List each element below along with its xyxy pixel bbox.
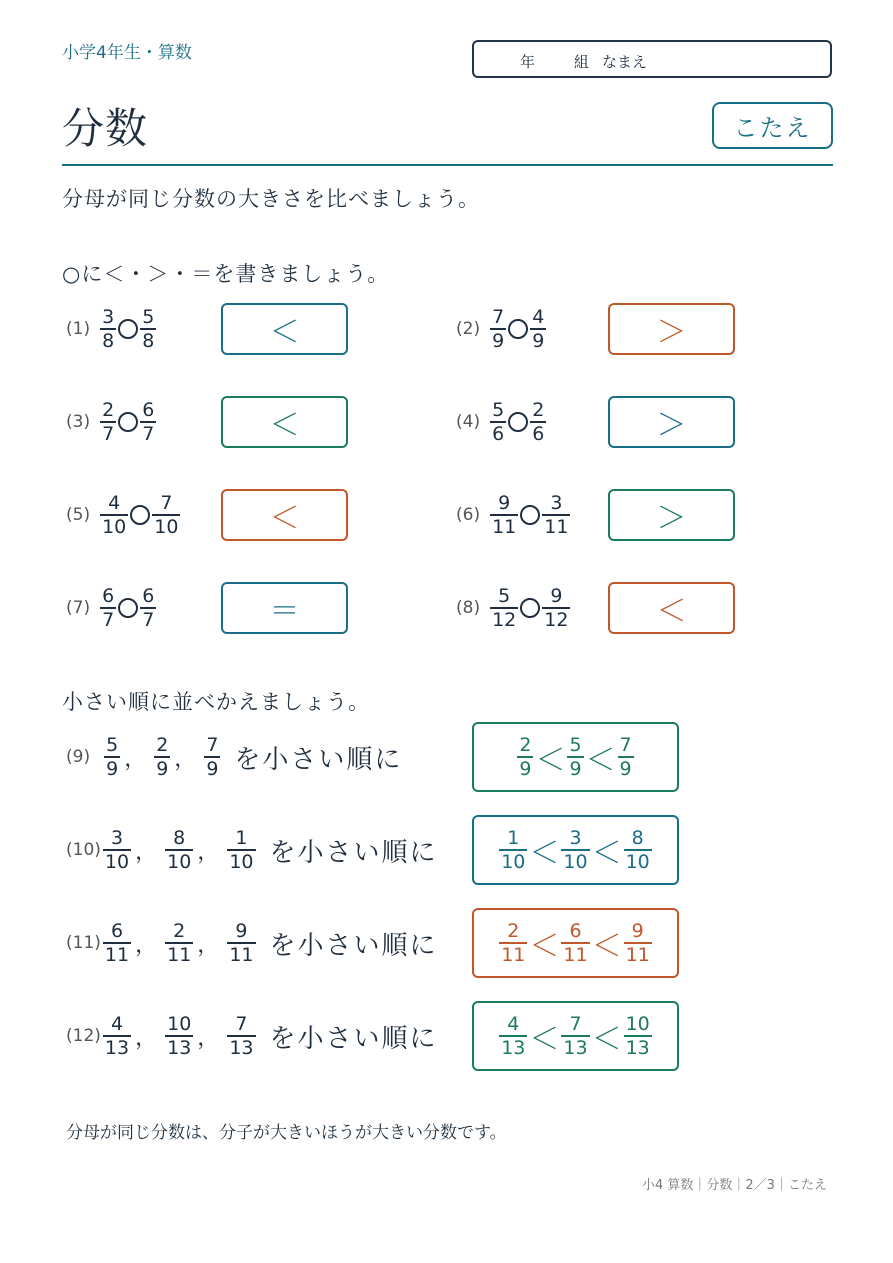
numerator: 2 bbox=[173, 920, 186, 943]
denominator: 7 bbox=[102, 608, 115, 631]
denominator: 12 bbox=[544, 608, 569, 631]
numerator: 7 bbox=[619, 734, 632, 757]
denominator: 9 bbox=[492, 329, 505, 352]
denominator: 10 bbox=[625, 850, 650, 873]
denominator: 9 bbox=[156, 757, 169, 780]
fraction-answer bbox=[624, 827, 652, 873]
denominator: 9 bbox=[206, 757, 219, 780]
section1-instruction: ○に＜・＞・＝を書きましょう。 bbox=[62, 262, 390, 286]
answer-circle bbox=[520, 598, 540, 618]
comparison-answer-box: ＜ bbox=[221, 303, 348, 355]
numerator: 1 bbox=[507, 827, 520, 850]
ordering-answer-box bbox=[472, 908, 679, 978]
numerator: 4 bbox=[110, 1013, 124, 1036]
denominator: 10 bbox=[104, 850, 130, 873]
less-than-sign: ＜ bbox=[529, 1022, 560, 1057]
denominator: 13 bbox=[167, 1036, 192, 1059]
instruction-tail: を小さい順に bbox=[269, 930, 438, 961]
fraction-left bbox=[100, 585, 116, 631]
comparison-answer-box: ＜ bbox=[608, 582, 735, 634]
denominator: 10 bbox=[102, 515, 127, 538]
denominator: 6 bbox=[532, 422, 545, 445]
comma-separator: ， bbox=[197, 932, 220, 958]
numerator: 9 bbox=[631, 920, 644, 943]
fraction-item bbox=[103, 827, 131, 873]
name-field[interactable] bbox=[472, 40, 832, 78]
question-number: (6) bbox=[456, 505, 481, 525]
section2-instruction: 小さい順に並べかえましょう。 bbox=[62, 690, 370, 714]
class-label: 組 bbox=[574, 53, 590, 71]
comparison-answer-box: ＞ bbox=[608, 303, 735, 355]
fraction-answer bbox=[499, 920, 527, 966]
answer-circle bbox=[118, 319, 138, 339]
question-number: (12) bbox=[66, 1026, 101, 1046]
question-number: (8) bbox=[456, 598, 481, 618]
numerator: 9 bbox=[235, 920, 248, 943]
fraction-answer bbox=[618, 734, 634, 780]
comma-separator: ， bbox=[124, 746, 147, 772]
numerator: 9 bbox=[550, 585, 563, 608]
question-number: (7) bbox=[66, 598, 91, 618]
denominator: 11 bbox=[544, 515, 569, 538]
fraction-left bbox=[100, 306, 116, 352]
comparison-answer-box: ＞ bbox=[608, 489, 735, 541]
fraction-right bbox=[140, 585, 156, 631]
comparison-question bbox=[456, 395, 546, 449]
denominator: 11 bbox=[492, 515, 517, 538]
numerator: 5 bbox=[142, 306, 155, 329]
comparison-answer-box: ＜ bbox=[221, 396, 348, 448]
numerator: 7 bbox=[492, 306, 505, 329]
numerator: 6 bbox=[142, 585, 155, 608]
question-number: (9) bbox=[66, 747, 91, 767]
less-than-sign: ＜ bbox=[535, 743, 566, 778]
fraction-right bbox=[542, 585, 570, 631]
denominator: 10 bbox=[501, 850, 526, 873]
answer-circle bbox=[118, 412, 138, 432]
summary-note: 分母が同じ分数は、分子が大きいほうが大きい分数です。 bbox=[66, 1123, 507, 1143]
numerator: 7 bbox=[160, 492, 173, 515]
numerator: 1 bbox=[235, 827, 248, 850]
denominator: 7 bbox=[142, 608, 155, 631]
page-title: 分数 bbox=[62, 104, 149, 153]
numerator: 2 bbox=[102, 399, 115, 422]
denominator: 9 bbox=[519, 757, 532, 780]
denominator: 11 bbox=[563, 943, 588, 966]
fraction-right bbox=[152, 492, 180, 538]
question-number: (11) bbox=[66, 933, 101, 953]
comparison-question bbox=[66, 395, 156, 449]
numerator: 6 bbox=[102, 585, 115, 608]
fraction-item bbox=[165, 827, 193, 873]
comparison-question bbox=[66, 581, 156, 635]
numerator: 3 bbox=[110, 827, 124, 850]
denominator: 9 bbox=[569, 757, 582, 780]
page-footer: 小4 算数｜分数｜2／3｜こたえ bbox=[642, 1178, 827, 1193]
fraction-answer bbox=[561, 920, 589, 966]
fraction-answer bbox=[624, 920, 652, 966]
fraction-answer bbox=[499, 827, 527, 873]
denominator: 7 bbox=[142, 422, 155, 445]
question-number: (3) bbox=[66, 412, 91, 432]
denominator: 11 bbox=[167, 943, 192, 966]
denominator: 13 bbox=[501, 1036, 526, 1059]
denominator: 10 bbox=[563, 850, 588, 873]
denominator: 13 bbox=[625, 1036, 650, 1059]
comma-separator: ， bbox=[197, 839, 220, 865]
fraction-left bbox=[490, 306, 506, 352]
comparison-question bbox=[66, 302, 156, 356]
denominator: 9 bbox=[106, 757, 119, 780]
less-than-sign: ＜ bbox=[585, 743, 616, 778]
fraction-left bbox=[490, 399, 506, 445]
name-label: なまえ bbox=[602, 53, 648, 71]
denominator: 13 bbox=[563, 1036, 588, 1059]
fraction-item bbox=[104, 734, 120, 780]
fraction-item bbox=[165, 1013, 193, 1059]
fraction-left bbox=[100, 492, 128, 538]
comma-separator: ， bbox=[174, 746, 197, 772]
numerator: 5 bbox=[498, 585, 511, 608]
denominator: 10 bbox=[167, 850, 192, 873]
answer-circle bbox=[118, 598, 138, 618]
comma-separator: ， bbox=[135, 1025, 158, 1051]
fraction-item bbox=[165, 920, 193, 966]
fraction-answer bbox=[517, 734, 533, 780]
denominator: 12 bbox=[492, 608, 517, 631]
fraction-right bbox=[140, 399, 156, 445]
numerator: 7 bbox=[206, 734, 219, 757]
answer-circle bbox=[508, 412, 528, 432]
fraction-left bbox=[100, 399, 116, 445]
denominator: 8 bbox=[142, 329, 155, 352]
denominator: 6 bbox=[492, 422, 505, 445]
numerator: 9 bbox=[498, 492, 511, 515]
denominator: 9 bbox=[619, 757, 632, 780]
fraction-right bbox=[140, 306, 156, 352]
comparison-answer-box: ＜ bbox=[221, 489, 348, 541]
fraction-item bbox=[154, 734, 170, 780]
fraction-item bbox=[204, 734, 220, 780]
numerator: 2 bbox=[532, 399, 545, 422]
numerator: 2 bbox=[507, 920, 520, 943]
denominator: 10 bbox=[229, 850, 254, 873]
numerator: 5 bbox=[569, 734, 582, 757]
instruction-tail: を小さい順に bbox=[234, 744, 403, 775]
numerator: 4 bbox=[108, 492, 121, 515]
less-than-sign: ＜ bbox=[591, 836, 622, 871]
fraction-answer bbox=[499, 1013, 527, 1059]
fraction-answer bbox=[624, 1013, 652, 1059]
fraction-left bbox=[490, 585, 518, 631]
numerator: 2 bbox=[156, 734, 169, 757]
comma-separator: ， bbox=[197, 1025, 220, 1051]
answer-circle bbox=[130, 505, 150, 525]
numerator: 5 bbox=[106, 734, 119, 757]
numerator: 4 bbox=[532, 306, 545, 329]
question-number: (4) bbox=[456, 412, 481, 432]
answer-circle bbox=[520, 505, 540, 525]
subject-label: 小学4年生・算数 bbox=[62, 43, 192, 63]
lead-text: 分母が同じ分数の大きさを比べましょう。 bbox=[62, 187, 480, 211]
ordering-answer-box bbox=[472, 1001, 679, 1071]
question-number: (10) bbox=[66, 840, 101, 860]
fraction-item bbox=[103, 1013, 131, 1059]
fraction-answer bbox=[561, 1013, 589, 1059]
fraction-answer bbox=[567, 734, 583, 780]
numerator: 10 bbox=[167, 1013, 192, 1036]
instruction-tail: を小さい順に bbox=[269, 1023, 438, 1054]
question-number: (1) bbox=[66, 319, 91, 339]
numerator: 6 bbox=[110, 920, 124, 943]
denominator: 9 bbox=[532, 329, 545, 352]
denominator: 8 bbox=[102, 329, 115, 352]
year-label: 年 bbox=[520, 53, 536, 71]
question-number: (5) bbox=[66, 505, 91, 525]
comparison-answer-box: ＝ bbox=[221, 582, 348, 634]
numerator: 4 bbox=[507, 1013, 520, 1036]
numerator: 3 bbox=[102, 306, 115, 329]
comma-separator: ， bbox=[135, 839, 158, 865]
ordering-question bbox=[66, 1009, 438, 1063]
comma-separator: ， bbox=[135, 932, 158, 958]
denominator: 11 bbox=[625, 943, 650, 966]
numerator: 7 bbox=[235, 1013, 248, 1036]
numerator: 5 bbox=[492, 399, 505, 422]
fraction-answer bbox=[561, 827, 589, 873]
fraction-item bbox=[227, 920, 255, 966]
comparison-question bbox=[456, 302, 546, 356]
comparison-answer-box: ＞ bbox=[608, 396, 735, 448]
denominator: 13 bbox=[229, 1036, 254, 1059]
ordering-answer-box bbox=[472, 815, 679, 885]
answer-circle bbox=[508, 319, 528, 339]
numerator: 8 bbox=[173, 827, 186, 850]
denominator: 11 bbox=[501, 943, 526, 966]
comparison-question bbox=[456, 488, 570, 542]
comparison-question bbox=[456, 581, 570, 635]
comparison-question bbox=[66, 488, 180, 542]
ordering-question bbox=[66, 823, 438, 877]
numerator: 2 bbox=[519, 734, 532, 757]
ordering-answer-box bbox=[472, 722, 679, 792]
instruction-tail: を小さい順に bbox=[269, 837, 438, 868]
numerator: 6 bbox=[142, 399, 155, 422]
fraction-right bbox=[542, 492, 570, 538]
fraction-right bbox=[530, 306, 546, 352]
denominator: 11 bbox=[104, 943, 130, 966]
denominator: 11 bbox=[229, 943, 254, 966]
numerator: 7 bbox=[569, 1013, 582, 1036]
numerator: 3 bbox=[569, 827, 582, 850]
fraction-left bbox=[490, 492, 518, 538]
less-than-sign: ＜ bbox=[529, 929, 560, 964]
less-than-sign: ＜ bbox=[591, 1022, 622, 1057]
denominator: 13 bbox=[104, 1036, 130, 1059]
fraction-right bbox=[530, 399, 546, 445]
answer-badge: こたえ bbox=[712, 102, 833, 149]
denominator: 7 bbox=[102, 422, 115, 445]
denominator: 10 bbox=[154, 515, 179, 538]
numerator: 6 bbox=[569, 920, 582, 943]
numerator: 8 bbox=[631, 827, 644, 850]
less-than-sign: ＜ bbox=[591, 929, 622, 964]
ordering-question bbox=[66, 916, 438, 970]
fraction-item bbox=[103, 920, 131, 966]
numerator: 3 bbox=[550, 492, 563, 515]
question-number: (2) bbox=[456, 319, 481, 339]
fraction-item bbox=[227, 1013, 255, 1059]
ordering-question bbox=[66, 730, 402, 784]
fraction-item bbox=[227, 827, 255, 873]
less-than-sign: ＜ bbox=[529, 836, 560, 871]
numerator: 10 bbox=[625, 1013, 650, 1036]
title-divider bbox=[62, 164, 833, 166]
